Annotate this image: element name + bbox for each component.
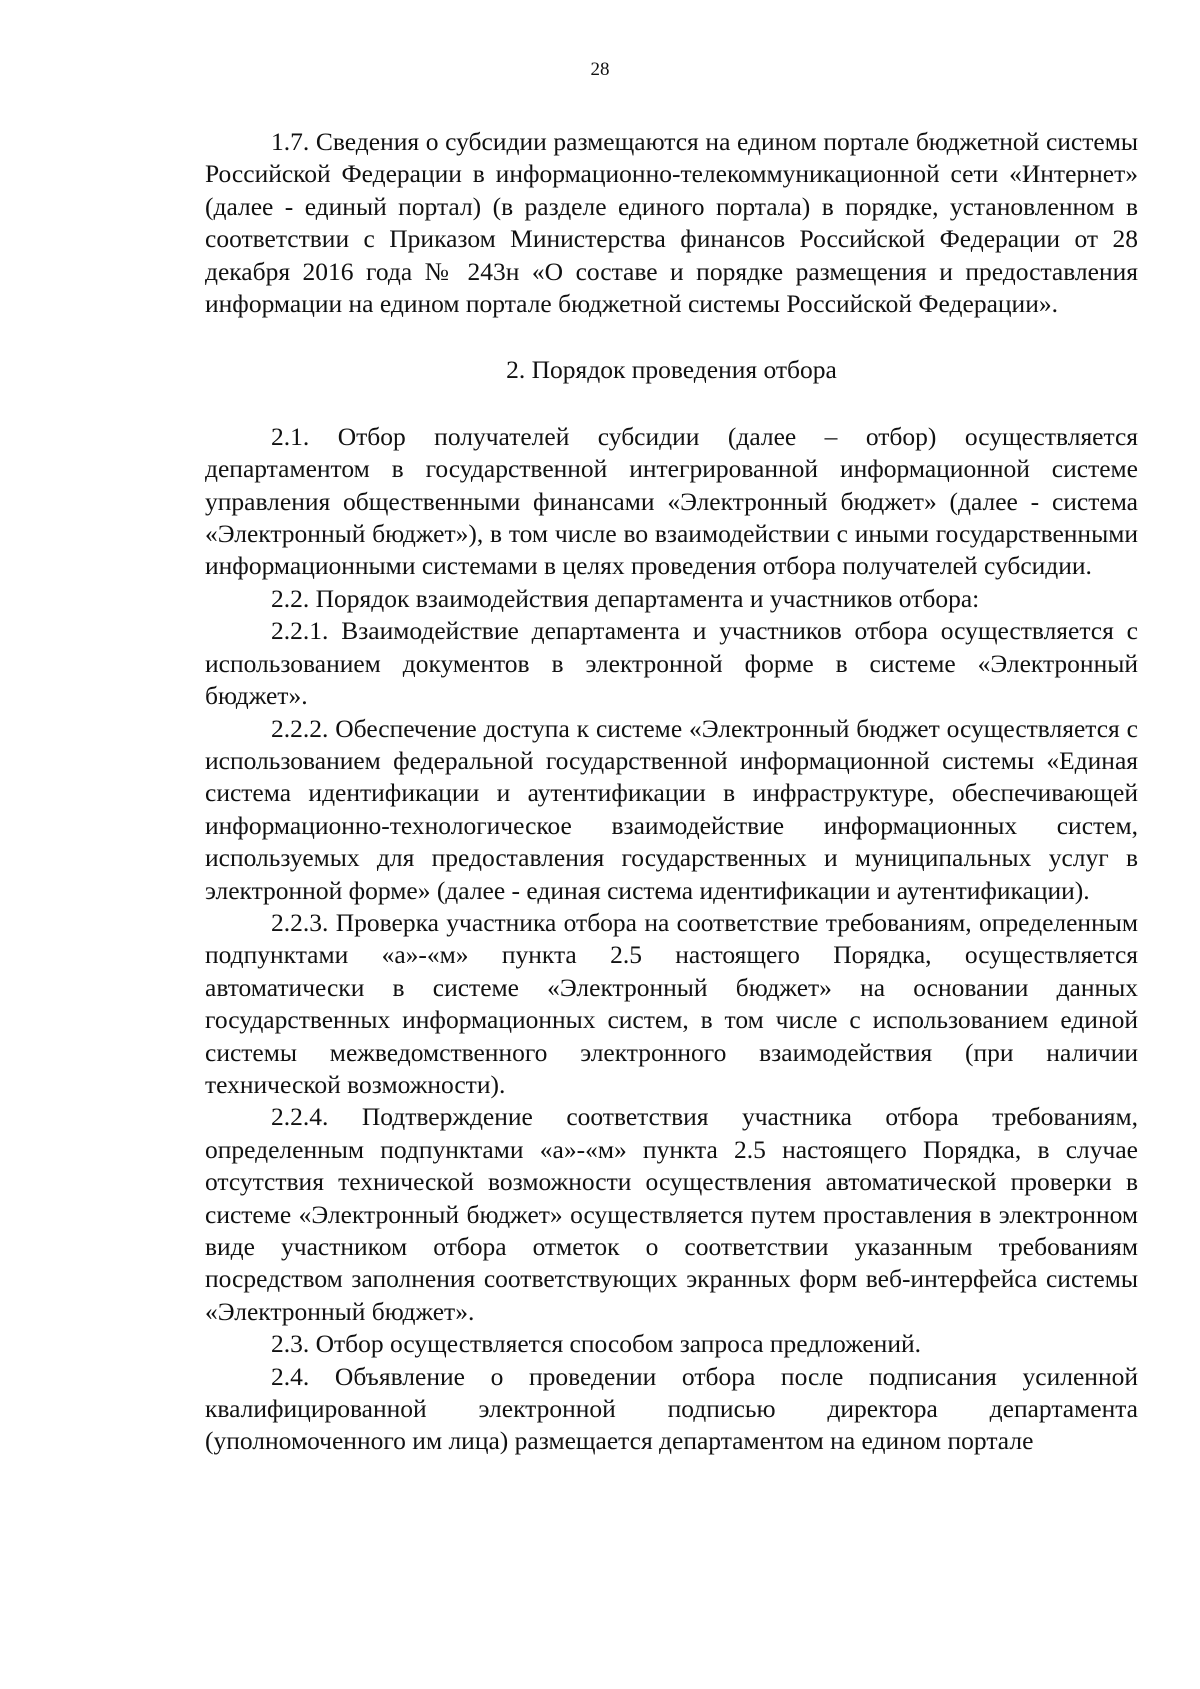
paragraph-2-2-1: 2.2.1. Взаимодействие департамента и участников отбора осуществляется с использованием документов в электронной форме в системе «Электронный бюджет». xyxy=(205,616,1138,711)
paragraph-2-4: 2.4. Объявление о проведении отбора после подписания усиленной квалифицированной электронной подписью директора департамента (уполномоченного им лица) размещается департаментом на едином портале xyxy=(205,1361,1138,1456)
paragraph-2-2-4: 2.2.4. Подтверждение соответствия участника отбора требованиям, определенным подпунктами «а»-«м» пункта 2.5 настоящего Порядка, в случае отсутствия технической возможности осуществления автоматической проверки в системе «Электронный бюджет» осуществляется путем проставления в электронном виде участником отбора отметок о соответствии указанным требованиям посредством заполнения соответствующих экранных форм веб-интерфейса системы «Электронный бюджет». xyxy=(205,1102,1138,1326)
paragraph-2-2-3: 2.2.3. Проверка участника отбора на соответствие требованиям, определенным подпунктами «а»-«м» пункта 2.5 настоящего Порядка, осуществляется автоматически в системе «Электронный бюджет» на основании данных государственных информационных систем, в том числе с использованием единой системы межведомственного электронного взаимодействия (при наличии технической возможности). xyxy=(205,907,1138,1099)
section-heading: 2. Порядок проведения отбора xyxy=(506,355,837,385)
paragraph-2-1: 2.1. Отбор получателей субсидии (далее – отбор) осуществляется департаментом в государственной интегрированной информационной системе управления общественными финансами «Электронный бюджет» (далее - система «Электронный бюджет»), в том числе во взаимодействии с иными государственными информационными системами в целях проведения отбора получателей субсидии. xyxy=(205,421,1138,581)
document-body xyxy=(205,126,1138,1458)
paragraph-2-2-2: 2.2.2. Обеспечение доступа к системе «Электронный бюджет осуществляется с использованием федеральной государственной информационной системы «Единая система идентификации и аутентификации в инфраструктуре, обеспечивающей информационно-технологическое взаимодействие информационных систем, используемых для предоставления государственных и муниципальных услуг в электронной форме» (далее - единая система идентификации и аутентификации). xyxy=(205,713,1138,905)
paragraph-2-2: 2.2. Порядок взаимодействия департамента и участников отбора: xyxy=(271,583,980,613)
paragraph-1-7: 1.7. Сведения о субсидии размещаются на едином портале бюджетной системы Российской Федерации в информационно-телекоммуникационной сети «Интернет» (далее - единый портал) (в разделе единого портала) в порядке, установленном в соответствии с Приказом Министерства финансов Российской Федерации от 28 декабря 2016 года № 243н «О составе и порядке размещения и предоставления информации на едином портале бюджетной системы Российской Федерации». xyxy=(205,127,1138,319)
paragraph-2-3: 2.3. Отбор осуществляется способом запроса предложений. xyxy=(271,1329,921,1359)
page-number: 28 xyxy=(590,59,610,80)
